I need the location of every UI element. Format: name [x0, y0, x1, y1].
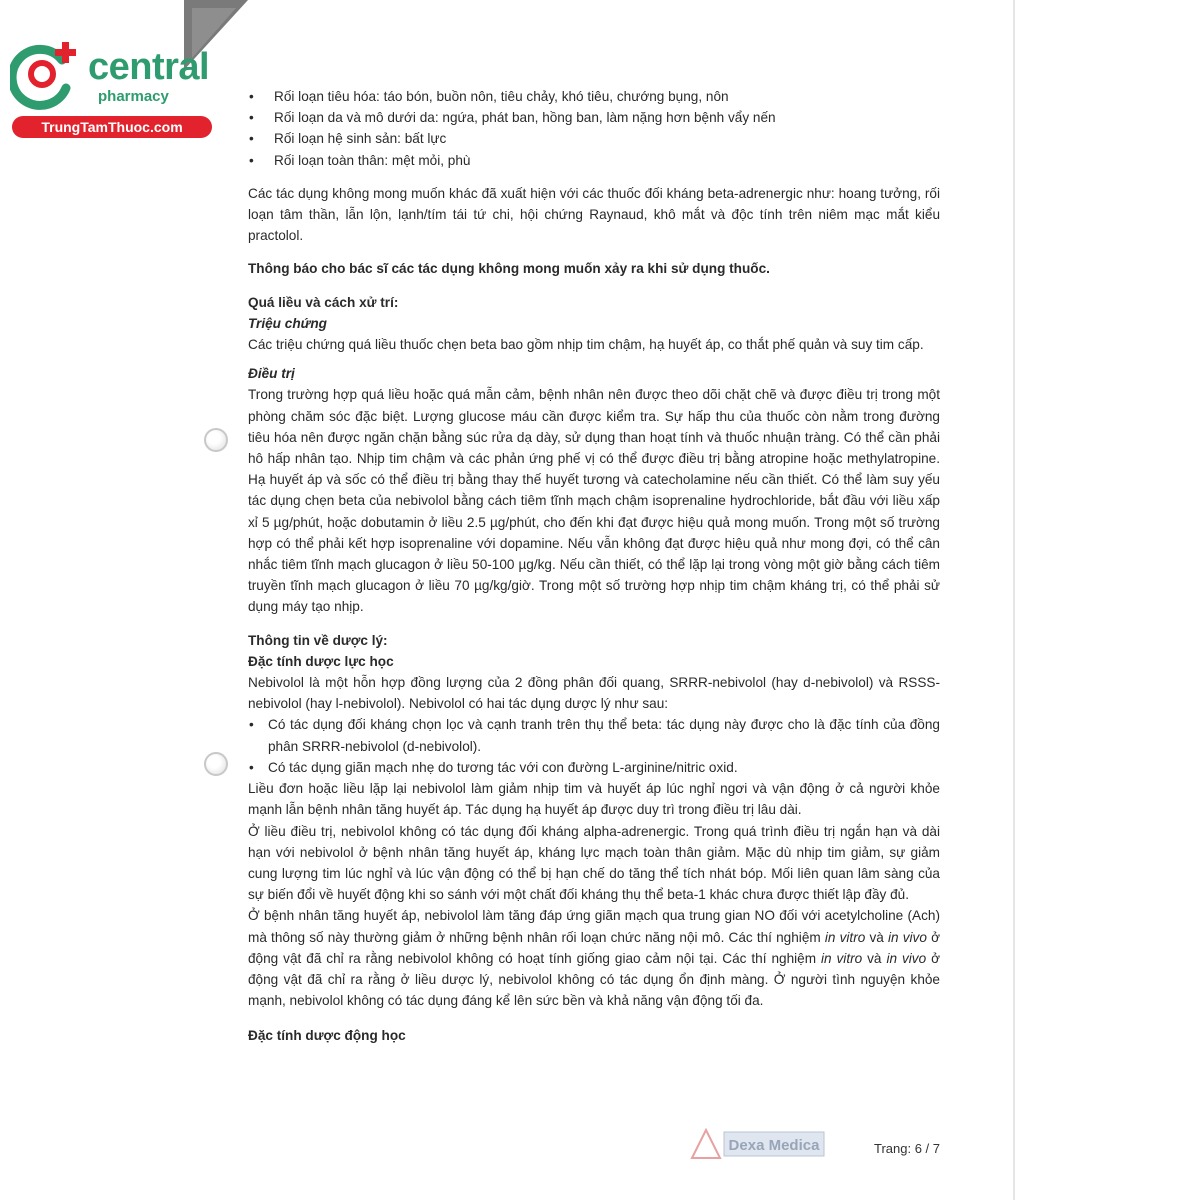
in-vitro-term: in vitro [824, 929, 866, 945]
list-item: • Rối loạn tiêu hóa: táo bón, buồn nôn, tiêu chảy, khó tiêu, chướng bụng, nôn [248, 86, 940, 107]
pharmacodynamics-intro: Nebivolol là một hỗn hợp đồng lượng của 2 đồng phân đối quang, SRRR-nebivolol (hay d-nebivolol) và RSSS-nebivolol (hay l-nebivolol). Nebivolol có hai tác dụng dược lý như sau: [248, 675, 940, 712]
logo-website: TrungTamThuoc.com [12, 116, 212, 138]
other-effects-paragraph: Các tác dụng không mong muốn khác đã xuất hiện với các thuốc đối kháng beta-adrenergic như: hoang tưởng, rối loạn tâm thần, lẫn lộn, lạnh/tím tái tứ chi, hội chứng Raynaud, khô mắt và độc tính trên niêm mạc mắt kiểu practolol. [248, 185, 940, 244]
symptoms-heading: Triệu chứng [248, 315, 327, 331]
list-item: • Rối loạn da và mô dưới da: ngứa, phát ban, hồng ban, làm nặng hơn bệnh vẩy nến [248, 107, 940, 128]
central-pharmacy-logo[interactable] [10, 38, 215, 138]
punch-hole [204, 428, 228, 452]
page-edge [1013, 0, 1015, 1200]
pharmacodynamics-heading: Đặc tính dược lực học [248, 653, 394, 669]
list-item: • Có tác dụng giãn mạch nhẹ do tương tác với con đường L-arginine/nitric oxid. [248, 757, 940, 778]
page-number: Trang: 6 / 7 [874, 1141, 940, 1156]
list-item: • Rối loạn hệ sinh sản: bất lực [248, 128, 940, 149]
notice-text: Thông báo cho bác sĩ các tác dụng không mong muốn xảy ra khi sử dụng thuốc. [248, 261, 770, 277]
punch-hole [204, 752, 228, 776]
pharmacy-logo-icon [10, 38, 84, 114]
paragraph-text: và [865, 929, 888, 945]
treatment-heading: Điều trị [248, 366, 295, 382]
logo-subtitle: pharmacy [98, 88, 169, 105]
pharmacodynamics-paragraph: Ở liều điều trị, nebivolol không có tác dụng đối kháng alpha-adrenergic. Trong quá trình điều trị ngắn hạn và dài hạn với nebivolol ở bệnh nhân tăng huyết áp, kháng lực mạch toàn thân giảm. Mặc dù nhịp tim giảm, sự giảm cung lượng tim lúc nghỉ và lúc vận động có thể bị hạn chế do tăng thể tích nhát bóp. Mối liên quan lâm sàng của sự biến đổi về huyết động khi so sánh với một chất đối kháng thụ thể beta-1 khác chưa được thiết lập đầy đủ. [248, 823, 940, 903]
overdose-heading: Quá liều và cách xử trí: [248, 294, 399, 310]
paragraph-text: ở động vật đã chỉ ra rằng ở liều dược lý, nebivolol không có tác dụng ổn định màng. Ở người tình nguyện khỏe mạnh, nebivolol không có tác dụng đáng kể lên sức bền và khả năng vận động tối đa. [248, 950, 940, 1009]
treatment-paragraph: Trong trường hợp quá liều hoặc quá mẫn cảm, bệnh nhân nên được theo dõi chặt chẽ và được điều trị trong một phòng chăm sóc đặc biệt. Lượng glucose máu cần được kiểm tra. Sự hấp thu của thuốc còn nằm trong đường tiêu hóa nên được ngăn chặn bằng súc rửa dạ dày, sử dụng than hoạt tính và thuốc nhuận tràng. Có thể cần phải hô hấp nhân tạo. Nhịp tim chậm và các phản ứng phế vị có thể được điều trị bằng atropine hoặc methylatropine. Hạ huyết áp và sốc có thể điều trị bằng thay thế huyết tương và catecholamine nếu cần thiết. Có thể làm suy yếu tác dụng chẹn beta của nebivolol bằng cách tiêm tĩnh mạch chậm isoprenaline hydrochloride, bắt đầu với liều xấp xỉ 5 µg/phút, hoặc dobutamin ở liều 2.5 µg/phút, cho đến khi đạt được hiệu quả mong muốn. Trong một số trường hợp có thể phải kết hợp isoprenaline với dopamine. Nếu vẫn không đạt được hiệu quả như mong đợi, có thể cân nhắc tiêm tĩnh mạch glucagon ở liều 50-100 µg/kg. Nếu cần thiết, có thể lặp lại trong vòng một giờ bằng cách tiêm truyền tĩnh mạch glucagon ở liều 70 µg/kg/giờ. Trong một số trường hợp nhịp tim chậm kháng trị, có thể phải sử dụng máy tạo nhịp. [248, 387, 940, 615]
symptoms-paragraph: Các triệu chứng quá liều thuốc chẹn beta bao gồm nhịp tim chậm, hạ huyết áp, co thắt phế quản và suy tim cấp. [248, 337, 924, 353]
pharmacodynamics-paragraph: Liều đơn hoặc liều lặp lại nebivolol làm giảm nhịp tim và huyết áp lúc nghỉ ngơi và vận động ở cả người khỏe mạnh lẫn bệnh nhân tăng huyết áp. Tác dụng hạ huyết áp được duy trì trong điều trị lâu dài. [248, 781, 940, 818]
stamp-text: Dexa Medica [728, 1137, 820, 1154]
paragraph-text: Ở bệnh nhân tăng huyết áp, nebivolol làm tăng đáp ứng giãn mạch qua trung gian NO đối với acetylcholine (Ach) mà thông số này thường giảm ở những bệnh nhân rối loạn chức năng nội mô. Các thí nghiệm [248, 908, 940, 945]
pharmacokinetics-heading: Đặc tính dược động học [248, 1028, 406, 1044]
paragraph-text: ở động vật đã chỉ ra rằng nebivolol không có hoạt tính giống giao cảm nội tại. Các thí nghiệm [248, 929, 940, 966]
in-vivo-term: in vivo [886, 950, 927, 966]
paragraph-text: và [862, 950, 887, 966]
pharmacodynamics-paragraph [248, 905, 940, 1011]
document-body [248, 86, 940, 1047]
side-effects-list [248, 86, 940, 171]
manufacturer-stamp-icon [688, 1126, 828, 1160]
list-item: • Có tác dụng đối kháng chọn lọc và cạnh tranh trên thụ thể beta: tác dụng này được cho là đặc tính của đồng phân SRRR-nebivolol (d-nebivolol). [248, 714, 940, 756]
pharmacology-effects-list [248, 714, 940, 778]
in-vivo-term: in vivo [887, 929, 927, 945]
pharmacology-heading: Thông tin về dược lý: [248, 632, 388, 648]
in-vitro-term: in vitro [820, 950, 863, 966]
logo-name: central [88, 46, 210, 88]
list-item: • Rối loạn toàn thân: mệt mỏi, phù [248, 150, 940, 171]
